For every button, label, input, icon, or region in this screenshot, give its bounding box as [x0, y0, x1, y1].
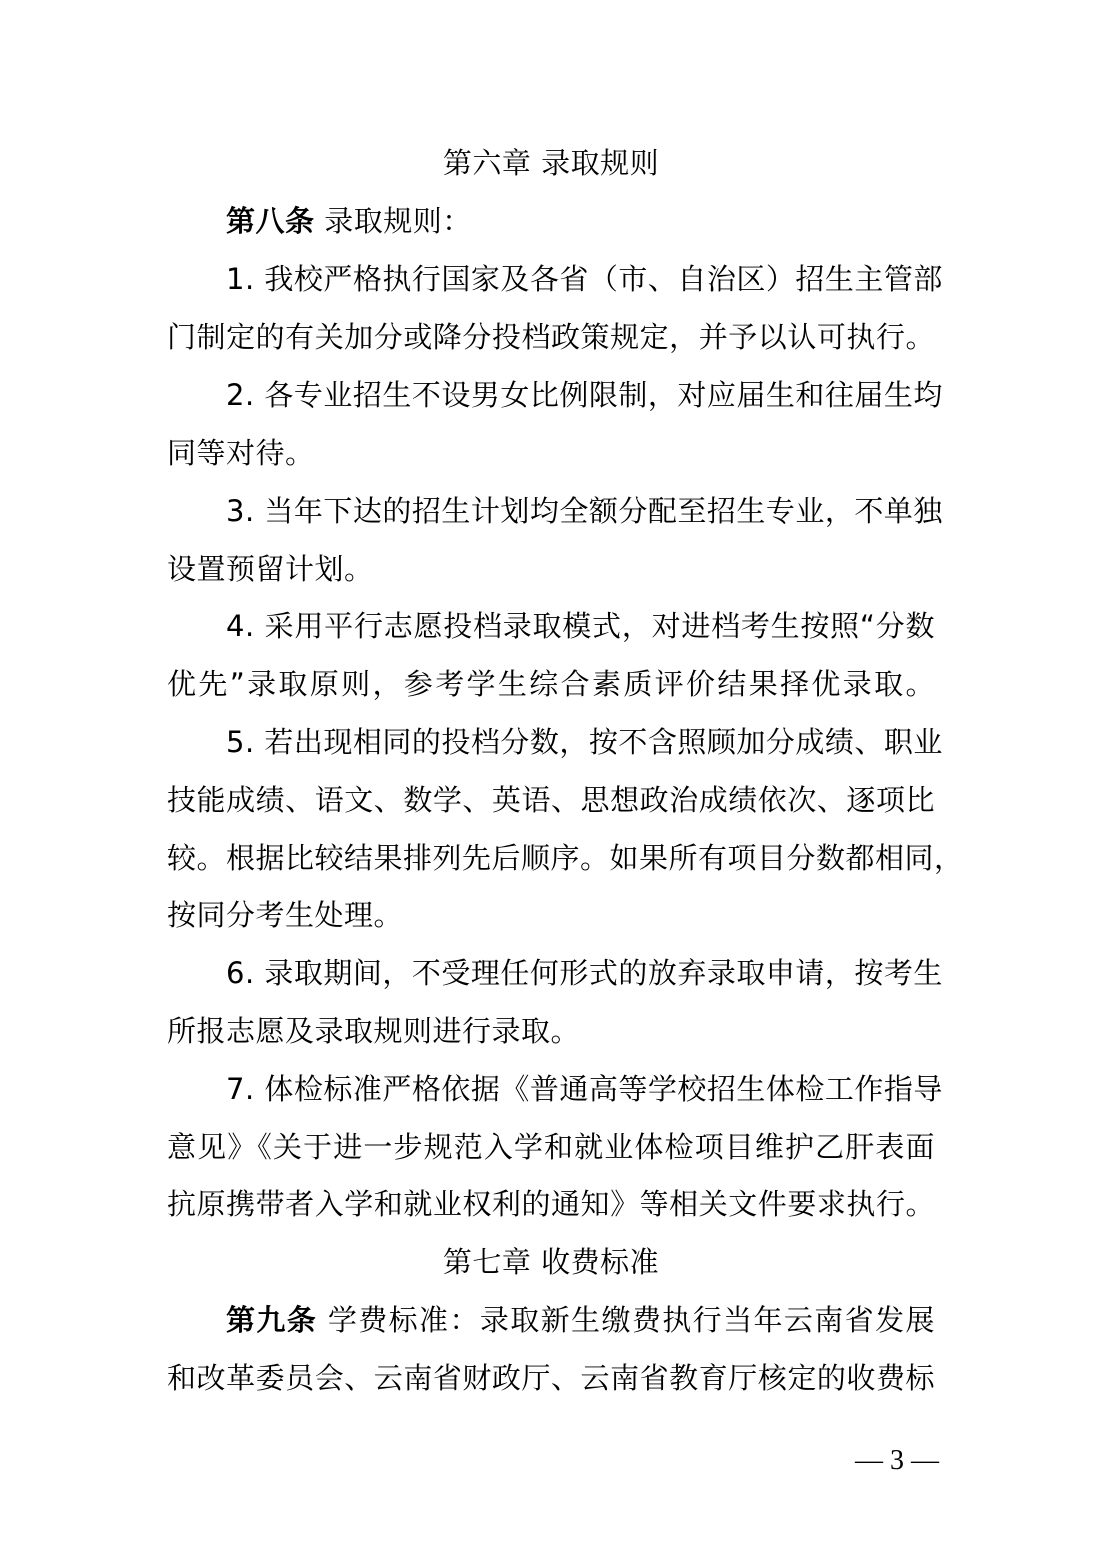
article-8-heading [226, 201, 935, 241]
chapter-7-title: 第七章 收费标准 [442, 1245, 660, 1279]
paragraph-line: 较。根据比较结果排列先后顺序。如果所有项目分数都相同， [167, 841, 964, 875]
page-number: — 3 — [855, 1445, 939, 1476]
article-8-title: 录取规则： [324, 204, 472, 238]
paragraph-line: 和改革委员会、云南省财政厅、云南省教育厅核定的收费标 [167, 1361, 935, 1395]
paragraph-line: 设置预留计划。 [167, 552, 374, 586]
paragraph-line: 按同分考生处理。 [167, 898, 404, 932]
paragraph-line: 4. 采用平行志愿投档录取模式，对进档考生按照“分数 [226, 609, 935, 643]
paragraph-line: 1. 我校严格执行国家及各省（市、自治区）招生主管部 [226, 262, 943, 296]
paragraph-line: 6. 录取期间，不受理任何形式的放弃录取申请，按考生 [226, 956, 943, 990]
article-8-label: 第八条 [226, 204, 315, 238]
paragraph-line: 所报志愿及录取规则进行录取。 [167, 1014, 581, 1048]
paragraph-line: 抗原携带者入学和就业权利的通知》等相关文件要求执行。 [167, 1187, 935, 1221]
paragraph-line: 技能成绩、语文、数学、英语、思想政治成绩依次、逐项比 [167, 783, 935, 817]
paragraph-line: 3. 当年下达的招生计划均全额分配至招生专业，不单独 [226, 494, 943, 528]
paragraph-line: 意见》《关于进一步规范入学和就业体检项目维护乙肝表面 [167, 1130, 935, 1164]
chapter-6-title: 第六章 录取规则 [442, 146, 660, 180]
paragraph-line: 7. 体检标准严格依据《普通高等学校招生体检工作指导 [226, 1072, 943, 1106]
paragraph-line: 2. 各专业招生不设男女比例限制，对应届生和往届生均 [226, 378, 943, 412]
paragraph-line: 优先”录取原则，参考学生综合素质评价结果择优录取。 [167, 667, 935, 701]
paragraph-line [226, 1300, 935, 1340]
paragraph-line: 门制定的有关加分或降分投档政策规定，并予以认可执行。 [167, 320, 935, 354]
paragraph-line: 同等对待。 [167, 436, 315, 470]
article-9-label: 第九条 [226, 1303, 318, 1337]
article-9-text: 学费标准：录取新生缴费执行当年云南省发展 [327, 1303, 935, 1337]
paragraph-line: 5. 若出现相同的投档分数，按不含照顾加分成绩、职业 [226, 725, 943, 759]
